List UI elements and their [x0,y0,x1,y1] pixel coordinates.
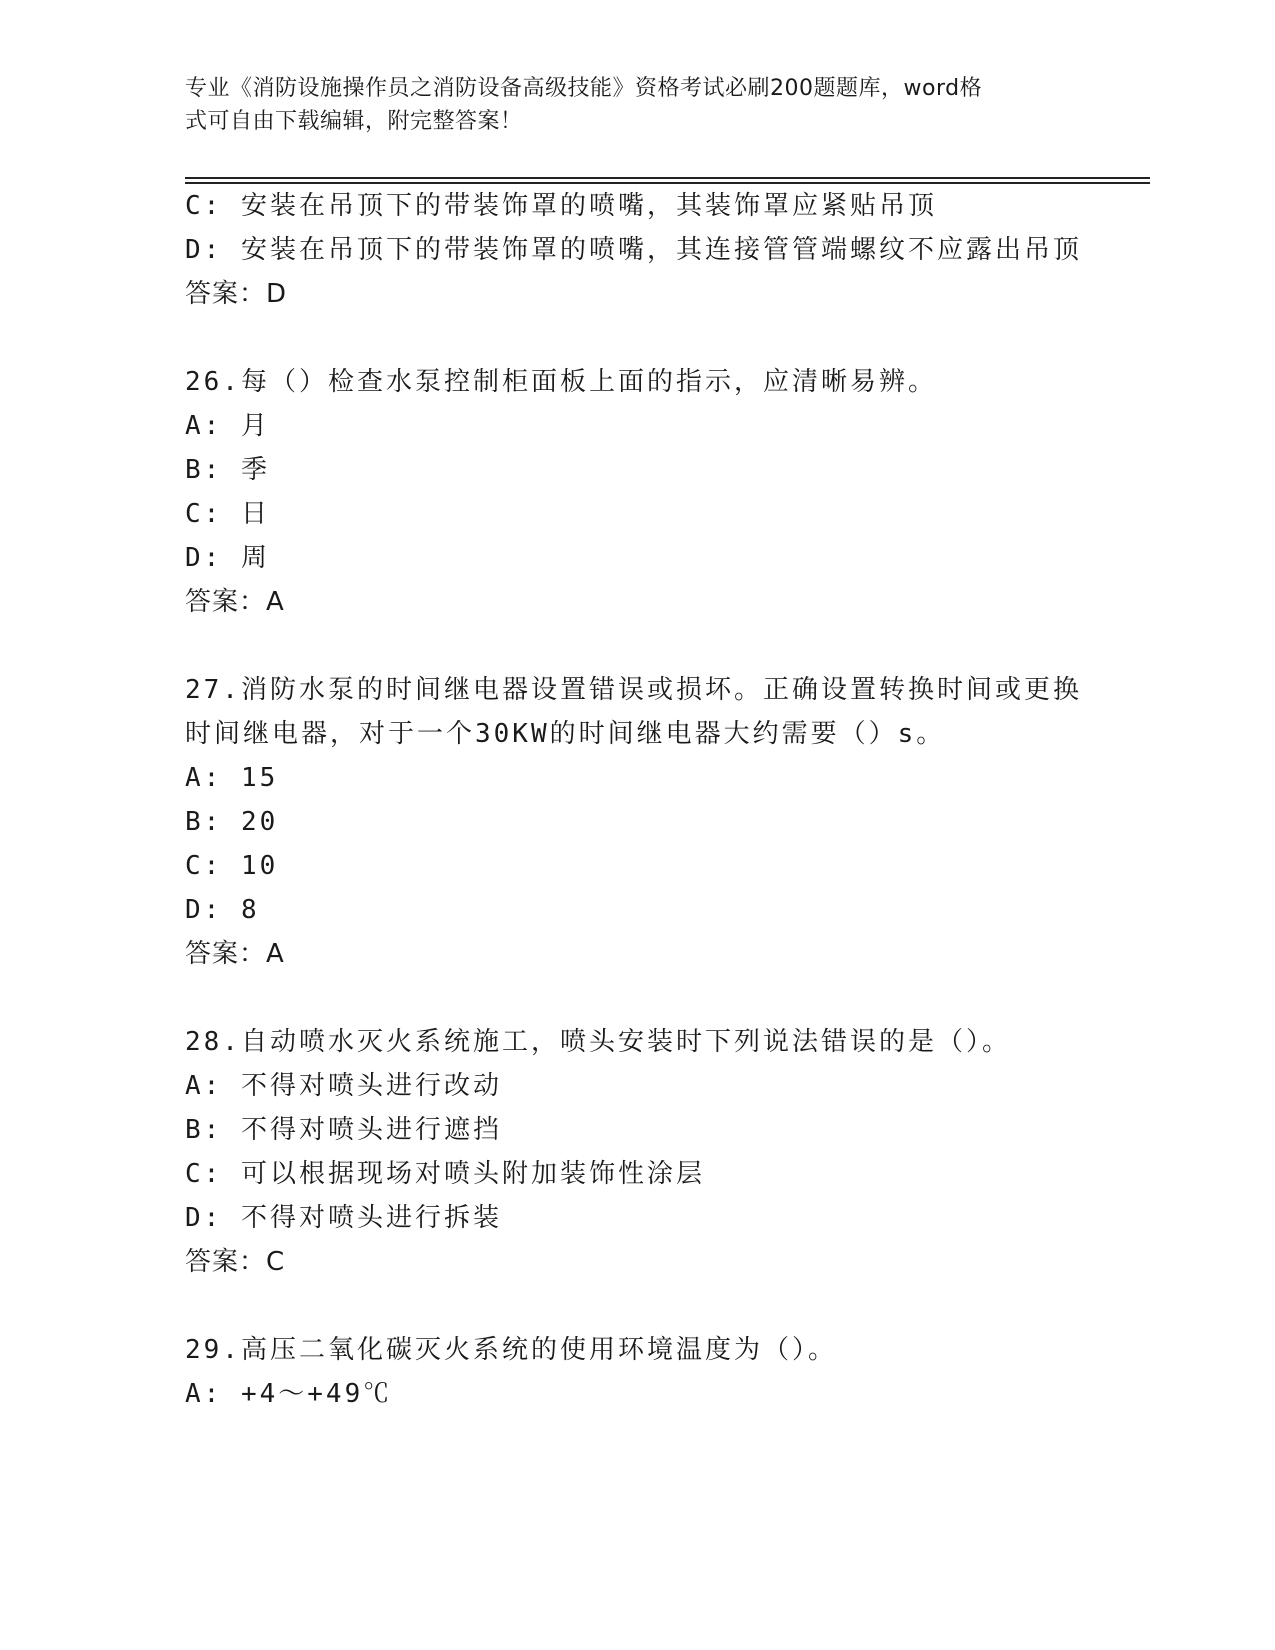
q27-stem-line-1: 27.消防水泵的时间继电器设置错误或损坏。正确设置转换时间或更换 [185,675,1082,705]
q26-option-d: D: 周 [185,543,270,573]
q29-stem: 29.高压二氧化碳灭火系统的使用环境温度为（）。 [185,1335,837,1365]
q28-answer: 答案：C [185,1247,286,1277]
q27-stem-line-2: 时间继电器，对于一个30KW的时间继电器大约需要（）s。 [185,719,946,749]
q26-stem: 26.每（）检查水泵控制柜面板上面的指示，应清晰易辨。 [185,367,937,397]
q26-answer: 答案：A [185,587,285,617]
header-divider-bottom [185,182,1150,184]
prev-option-d: D: 安装在吊顶下的带装饰罩的喷嘴，其连接管管端螺纹不应露出吊顶 [185,235,1082,265]
header-divider-top [185,177,1150,179]
q28-option-b: B: 不得对喷头进行遮挡 [185,1115,502,1145]
q28-option-a: A: 不得对喷头进行改动 [185,1071,502,1101]
q29-option-a: A: +4～+49℃ [185,1379,393,1409]
q26-option-b: B: 季 [185,455,270,485]
header-line-2: 式可自由下载编辑，附完整答案！ [185,109,523,134]
header-line-1: 专业《消防设施操作员之消防设备高级技能》资格考试必刷200题题库，word格 [185,76,983,101]
q28-stem: 28.自动喷水灭火系统施工，喷头安装时下列说法错误的是（）。 [185,1027,1011,1057]
q28-option-d: D: 不得对喷头进行拆装 [185,1203,502,1233]
prev-option-c: C: 安装在吊顶下的带装饰罩的喷嘴，其装饰罩应紧贴吊顶 [185,191,937,221]
q27-option-b: B: 20 [185,807,279,837]
q26-option-a: A: 月 [185,411,270,441]
q28-option-c: C: 可以根据现场对喷头附加装饰性涂层 [185,1159,705,1189]
document-header [185,72,1065,138]
q27-option-a: A: 15 [185,763,279,793]
q27-answer: 答案：A [185,939,285,969]
q27-option-c: C: 10 [185,851,279,881]
q27-option-d: D: 8 [185,895,260,925]
q26-option-c: C: 日 [185,499,270,529]
prev-answer: 答案：D [185,279,288,309]
